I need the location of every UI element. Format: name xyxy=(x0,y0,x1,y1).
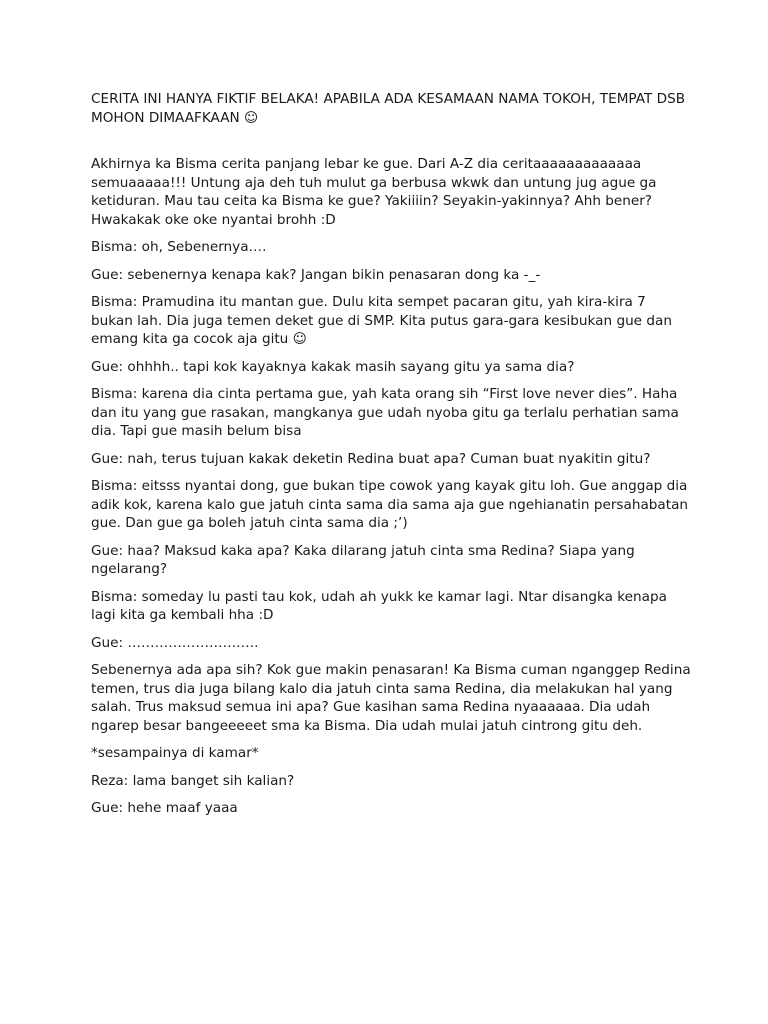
paragraph: Bisma: karena dia cinta pertama gue, yah kata orang sih “First love never dies”. Haha dan itu yang gue rasakan, mangkanya gue udah nyoba gitu ga terlalu perhatian sama dia. Tapi gue masih belum bisa xyxy=(91,386,679,439)
paragraph: Bisma: oh, Sebenernya…. xyxy=(91,239,267,255)
paragraph: Gue: nah, terus tujuan kakak deketin Redina buat apa? Cuman buat nyakitin gitu? xyxy=(91,450,651,467)
paragraph: Akhirnya ka Bisma cerita panjang lebar ke gue. Dari A-Z dia ceritaaaaaaaaaaaaa semuaaaaa!!! Untung aja deh tuh mulut ga berbusa wkwk dan untung jug ague ga ketiduran. Mau tau ceita ka Bisma ke gue? Yakiiiin? Seyakin-yakinnya? Ahh bener? Hwakakak oke oke nyantai brohh :D xyxy=(91,156,657,228)
paragraph: Gue: ohhhh.. tapi kok kayaknya kakak masih sayang gitu ya sama dia? xyxy=(91,358,575,375)
paragraph: Sebenernya ada apa sih? Kok gue makin penasaran! Ka Bisma cuman nganggep Redina temen, trus dia juga bilang kalo dia jatuh cinta sama Redina, dia melakukan hal yang salah. Trus maksud semua ini apa? Gue kasihan sama Redina nyaaaaaa. Dia udah ngarep besar bangeeeeet sma ka Bisma. Dia udah mulai jatuh cintrong gitu deh. xyxy=(91,662,691,734)
paragraph: Gue: hehe maaf yaaa xyxy=(91,800,238,816)
paragraph: *sesampainya di kamar* xyxy=(91,745,259,761)
paragraph: Gue: ……………………….. xyxy=(91,634,259,651)
disclaimer-text: CERITA INI HANYA FIKTIF BELAKA! APABILA ADA KESAMAAN NAMA TOKOH, TEMPAT DSB MOHON DIMAAFKAAN ☺ xyxy=(91,91,686,126)
paragraph: Gue: sebenernya kenapa kak? Jangan bikin penasaran dong ka -_- xyxy=(91,266,541,283)
document-body xyxy=(91,90,691,827)
paragraph: Bisma: eitsss nyantai dong, gue bukan tipe cowok yang kayak gitu loh. Gue anggap dia adik kok, karena kalo gue jatuh cinta sama dia sama aja gue ngehianatin persahabatan gue. Dan gue ga boleh jatuh cinta sama dia ;’) xyxy=(91,478,689,531)
paragraph: Bisma: Pramudina itu mantan gue. Dulu kita sempet pacaran gitu, yah kira-kira 7 bukan lah. Dia juga temen deket gue di SMP. Kita putus gara-gara kesibukan gue dan emang kita ga cocok aja gitu ☺ xyxy=(91,294,672,347)
paragraph: Reza: lama banget sih kalian? xyxy=(91,772,295,789)
paragraph: Bisma: someday lu pasti tau kok, udah ah yukk ke kamar lagi. Ntar disangka kenapa lagi kita ga kembali hha :D xyxy=(91,588,667,623)
paragraph: Gue: haa? Maksud kaka apa? Kaka dilarang jatuh cinta sma Redina? Siapa yang ngelarang? xyxy=(91,542,635,577)
